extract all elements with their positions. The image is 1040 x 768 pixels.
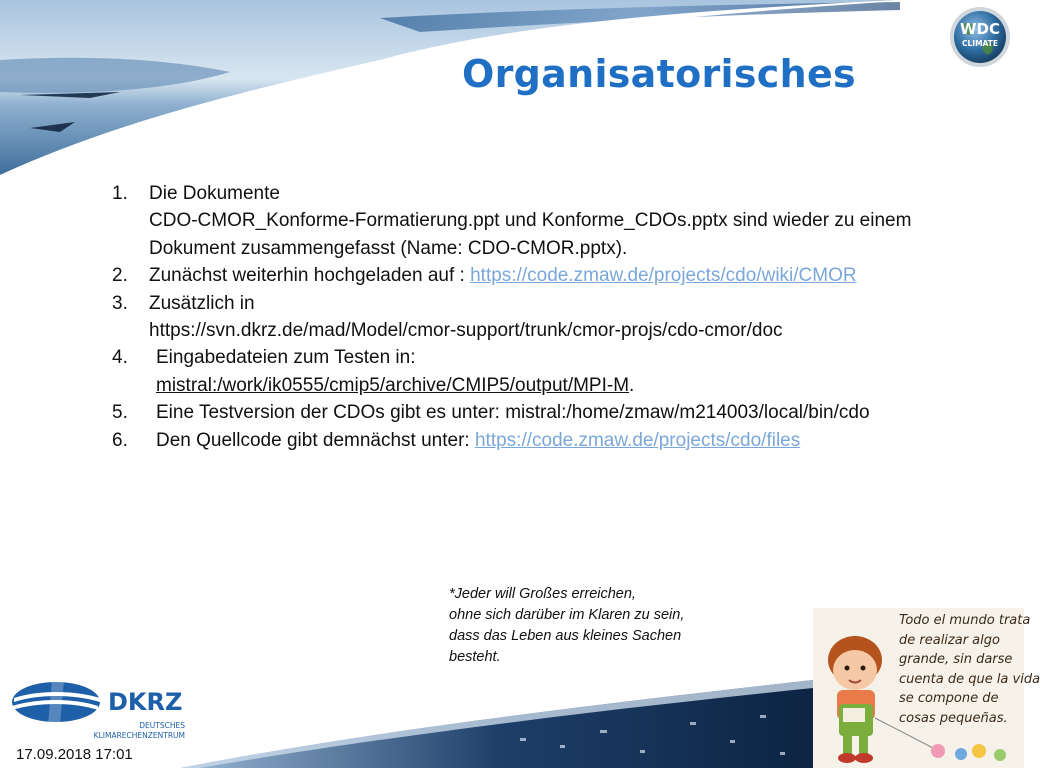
quote-line: ohne sich darüber im Klaren zu sein, — [449, 607, 685, 623]
cartoon-caption-line: cuenta de que la vida — [899, 671, 1040, 687]
numbered-list — [112, 180, 1012, 454]
input-data-path[interactable]: mistral:/work/ik0555/cmip5/archive/CMIP5/output/MPI-M — [156, 374, 630, 396]
dkrz-logo-sub2: KLIMARECHENZENTRUM — [93, 731, 185, 740]
cartoon-caption — [899, 611, 1040, 728]
quote-block — [449, 584, 684, 668]
list-item — [112, 290, 1012, 345]
list-number: 6. — [112, 429, 128, 451]
cartoon-caption-line: grande, sin darse — [899, 652, 1013, 667]
dkrz-logo-name: DKRZ — [108, 688, 183, 716]
dkrz-logo — [8, 676, 188, 742]
slide-title: Organisatorisches — [462, 52, 856, 96]
wdc-climate-logo — [940, 4, 1018, 70]
wdc-logo-subtext: CLIMATE — [962, 39, 998, 48]
list-item-text: Eingabedateien zum Testen in: — [156, 347, 416, 369]
list-item-text: Dokument zusammengefasst (Name: CDO-CMOR.pptx). — [149, 237, 628, 259]
wdc-logo-text: WDC — [959, 20, 1001, 38]
quote-line: besteht. — [449, 649, 501, 665]
list-item-text: Eine Testversion der CDOs gibt es unter: mistral:/home/zmaw/m214003/local/bin/cdo — [156, 402, 870, 424]
list-item — [112, 399, 1012, 426]
quote-line: *Jeder will Großes erreichen, — [449, 586, 636, 602]
list-number: 2. — [112, 265, 128, 287]
punctuation: . — [629, 374, 635, 396]
cartoon-image — [813, 608, 1040, 768]
cdo-files-link[interactable]: https://code.zmaw.de/projects/cdo/files — [474, 429, 801, 451]
list-item-text: Den Quellcode gibt demnächst unter: — [156, 429, 475, 451]
list-item — [112, 427, 1012, 454]
cartoon-caption-line: Todo el mundo trata — [899, 613, 1031, 628]
list-item-text: Zusätzlich in — [149, 292, 255, 314]
list-item — [112, 344, 1012, 399]
list-number: 3. — [112, 292, 128, 314]
quote-line: dass das Leben aus kleines Sachen — [449, 628, 682, 644]
list-item-text: Die Dokumente — [149, 183, 280, 204]
cartoon-caption-line: de realizar algo — [899, 632, 1000, 648]
cmor-wiki-link[interactable]: https://code.zmaw.de/projects/cdo/wiki/CMOR — [470, 265, 857, 287]
list-number: 1. — [112, 183, 128, 204]
svn-path-text: https://svn.dkrz.de/mad/Model/cmor-support/trunk/cmor-projs/cdo-cmor/doc — [149, 320, 783, 342]
cartoon-caption-line: se compone de — [899, 691, 999, 706]
list-number: 5. — [112, 402, 128, 424]
list-item — [112, 180, 1012, 262]
list-item — [112, 262, 1012, 289]
list-number: 4. — [112, 347, 128, 369]
footer-date: 17.09.2018 17:01 — [16, 746, 133, 763]
dkrz-logo-sub1: DEUTSCHES — [139, 721, 185, 730]
list-item-text: Zunächst weiterhin hochgeladen auf : — [149, 265, 471, 287]
list-item-text: CDO-CMOR_Konforme-Formatierung.ppt und Konforme_CDOs.pptx sind wieder zu einem — [149, 210, 912, 232]
cartoon-caption-line: cosas pequeñas. — [899, 710, 1008, 726]
